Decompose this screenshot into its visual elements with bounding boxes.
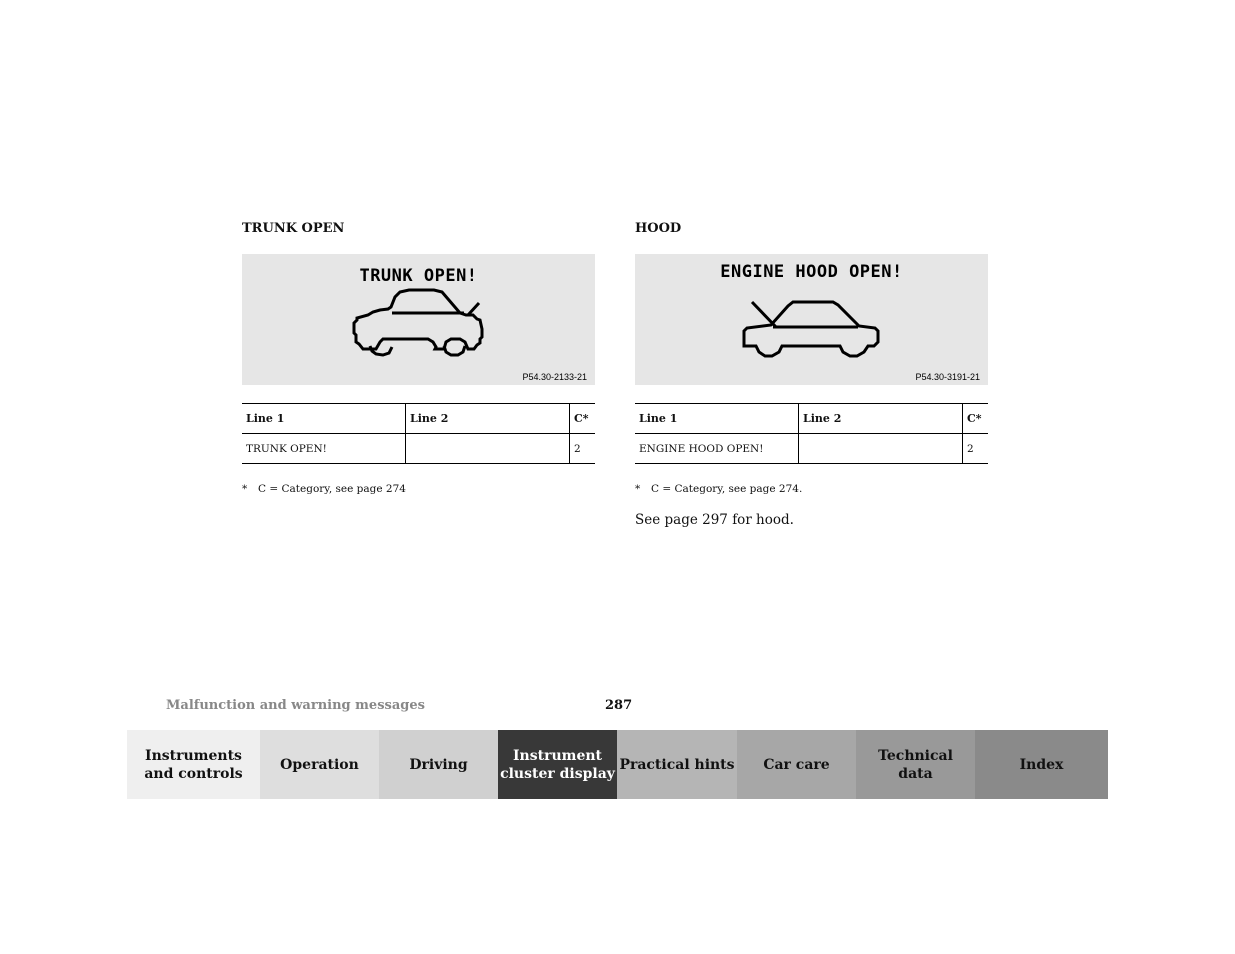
car-trunk-open-icon (242, 254, 595, 385)
display-message: TRUNK OPEN! (359, 266, 478, 286)
section-title: HOOD (635, 221, 682, 236)
footnote-text: C = Category, see page 274 (258, 483, 406, 495)
chapter-nav (127, 730, 1108, 799)
nav-tab-technical-data[interactable]: Technical data (856, 730, 975, 799)
display-figure-hood (635, 254, 988, 385)
header-line-1: Line 1 (242, 404, 406, 434)
display-figure-trunk (242, 254, 595, 385)
cell-category: 2 (570, 434, 596, 464)
display-message: ENGINE HOOD OPEN! (720, 262, 903, 282)
message-table (635, 403, 988, 464)
header-line-2: Line 2 (406, 404, 570, 434)
cell-line-2 (799, 434, 963, 464)
cell-category: 2 (963, 434, 989, 464)
figure-code: P54.30-2133-21 (522, 372, 587, 382)
header-category: C* (570, 404, 596, 434)
nav-tab-practical-hints[interactable]: Practical hints (617, 730, 737, 799)
footnote (242, 483, 595, 495)
header-category: C* (963, 404, 989, 434)
message-table (242, 403, 595, 464)
nav-tab-car-care[interactable]: Car care (737, 730, 856, 799)
table-header-row (242, 404, 595, 434)
footnote (635, 483, 988, 495)
header-line-2: Line 2 (799, 404, 963, 434)
page-number: 287 (605, 698, 633, 713)
table-row (635, 434, 988, 464)
table-header-row (635, 404, 988, 434)
section-title: TRUNK OPEN (242, 221, 345, 236)
nav-tab-index[interactable]: Index (975, 730, 1108, 799)
header-line-1: Line 1 (635, 404, 799, 434)
section-hood (635, 221, 988, 528)
cell-line-1: TRUNK OPEN! (246, 442, 327, 455)
car-hood-open-icon (635, 254, 988, 385)
footnote-marker: * (635, 483, 641, 495)
cell-line-2 (406, 434, 570, 464)
footer-section-title: Malfunction and warning messages (166, 698, 425, 713)
cell-line-1: ENGINE HOOD OPEN! (639, 442, 764, 455)
footnote-marker: * (242, 483, 248, 495)
footnote-text: C = Category, see page 274. (651, 483, 803, 495)
section-trunk-open (242, 221, 595, 495)
table-row (242, 434, 595, 464)
nav-tab-instrument-cluster-display[interactable]: Instrument cluster display (498, 730, 617, 799)
nav-tab-driving[interactable]: Driving (379, 730, 498, 799)
hood-reference-note: See page 297 for hood. (635, 512, 794, 528)
nav-tab-operation[interactable]: Operation (260, 730, 379, 799)
nav-tab-instruments-and-controls[interactable]: Instruments and controls (127, 730, 260, 799)
figure-code: P54.30-3191-21 (915, 372, 980, 382)
